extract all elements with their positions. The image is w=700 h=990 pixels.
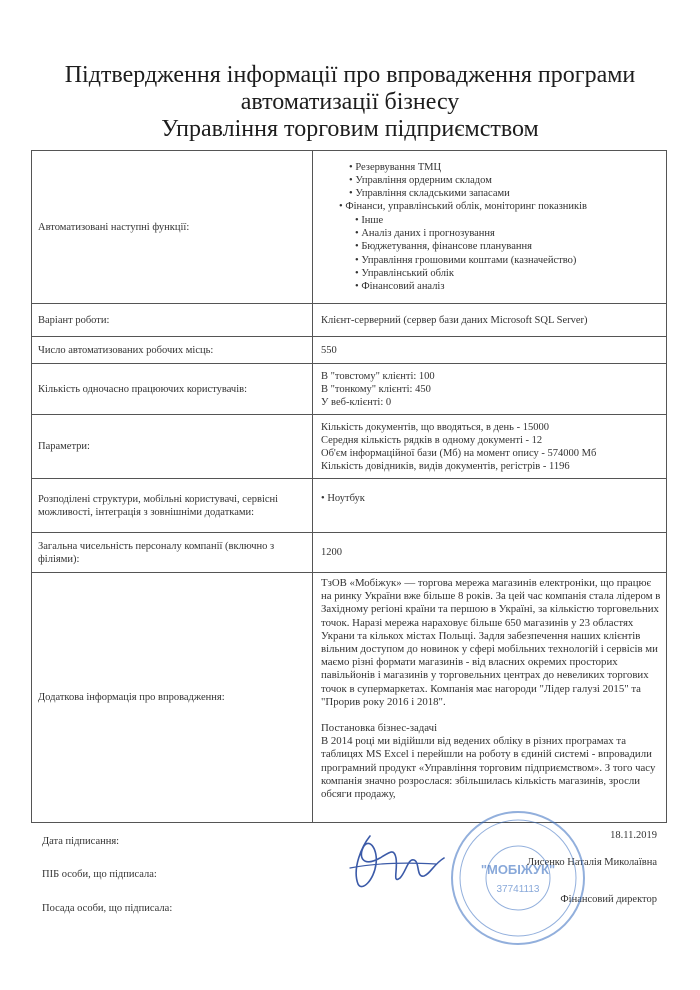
- functions-list: [321, 161, 662, 294]
- info-table: [31, 150, 667, 823]
- distributed-list: [321, 492, 662, 505]
- signer-position-value: Фінансовий директор: [560, 894, 657, 905]
- signer-name-label: ПІБ особи, що підписала:: [42, 869, 157, 880]
- distributed-value: [313, 479, 667, 533]
- parameters-label: Параметри:: [32, 415, 313, 479]
- users-web: У веб-клієнті: 0: [321, 396, 392, 408]
- row-staff: [32, 533, 667, 573]
- handwritten-signature: [340, 828, 450, 898]
- param-db-size: Об'єм інформаційної бази (Мб) на момент опису - 574000 Мб: [321, 447, 597, 459]
- function-item: • Управління грошовими коштами (казначейство): [321, 254, 662, 267]
- stamp-code: 37741113: [496, 884, 540, 895]
- signer-name-value: Лисенко Наталія Миколаївна: [527, 857, 657, 868]
- function-item: • Аналіз даних і прогнозування: [321, 227, 662, 240]
- variant-value: Клієнт-серверний (сервер бази даних Microsoft SQL Server): [313, 304, 667, 337]
- company-stamp: [448, 808, 588, 948]
- additional-value: [313, 573, 667, 823]
- function-item: • Інше: [321, 214, 662, 227]
- users-label: Кількість одночасно працюючих користувачів:: [32, 364, 313, 415]
- param-rows: Середня кількість рядків в одному документі - 12: [321, 434, 543, 446]
- function-item: • Управлінський облік: [321, 267, 662, 280]
- document-title: [0, 62, 700, 143]
- function-item: • Резервування ТМЦ: [321, 161, 662, 174]
- title-line-1: Підтвердження інформації про впровадження програми: [64, 62, 636, 88]
- additional-label: Додаткова інформація про впровадження:: [32, 573, 313, 823]
- distributed-item: • Ноутбук: [321, 492, 662, 505]
- functions-label: Автоматизовані наступні функції:: [32, 151, 313, 304]
- function-item: • Фінанси, управлінський облік, моніторинг показників: [321, 200, 662, 213]
- parameters-value: [313, 415, 667, 479]
- users-thick: В "товстому" клієнті: 100: [321, 370, 435, 382]
- variant-label: Варіант роботи:: [32, 304, 313, 337]
- row-users: [32, 364, 667, 415]
- additional-para-1: ТзОВ «Мобіжук» — торгова мережа магазинів електроніки, що працює на ринку України вже більше 8 років. За цей час компанія стала лідером в Західному регіоні країни та першою в Україні, за кількістю торговельних точок. Наразі мережа нараховує більше 650 магазинів у 23 областях Украни та кількох містах Польщі. Задля забезпечення наших клієнтів вільним доступом до новинок у сфері мобільних технологій і сервісів ми маємо різні формати магазинів - від власних окремих просторих павільйонів і магазинів у торговельних центрах до невеликих торгових точок в супермаркетах. Компанія має нагороди "Лідер галузі 2015" та "Прорив року 2016 і 2018".: [321, 577, 661, 708]
- additional-para-3: В 2014 році ми відійшли від ведених обліку в різних програмах та таблицях MS Excel і перейшли на роботу в єдиній системі - впровадили програмний продукт «Управління торговим підприємством». З того часу компанія значно розрослася: збільшилась кількість магазинів, зросли обсяги продажу,: [321, 735, 656, 801]
- function-item: • Управління складськими запасами: [321, 187, 662, 200]
- function-item: • Фінансовий аналіз: [321, 280, 662, 293]
- row-workplaces: [32, 337, 667, 364]
- function-item: • Управління ордерним складом: [321, 174, 662, 187]
- row-parameters: [32, 415, 667, 479]
- additional-para-2: Постановка бізнес-задачі: [321, 722, 438, 735]
- date-label: Дата підписання:: [42, 836, 120, 847]
- title-line-3: Управління торговим підприємством: [161, 116, 539, 142]
- distributed-label: Розподілені структури, мобільні користувачі, сервісні можливості, інтеграція з зовнішніми додатками:: [32, 479, 313, 533]
- users-value: [313, 364, 667, 415]
- workplaces-label: Число автоматизованих робочих місць:: [32, 337, 313, 364]
- functions-value: [313, 151, 667, 304]
- staff-value: 1200: [313, 533, 667, 573]
- staff-label: Загальна чисельність персоналу компанії (включно з філіями):: [32, 533, 313, 573]
- stamp-brand: "МОБІЖУК": [480, 862, 556, 877]
- date-value: 18.11.2019: [610, 830, 657, 841]
- param-objects: Кількість довідників, видів документів, регістрів - 1196: [321, 460, 570, 472]
- row-functions: [32, 151, 667, 304]
- row-additional: [32, 573, 667, 823]
- workplaces-value: 550: [313, 337, 667, 364]
- function-item: • Бюджетування, фінансове планування: [321, 240, 662, 253]
- signer-position-label: Посада особи, що підписала:: [42, 903, 173, 914]
- row-variant: [32, 304, 667, 337]
- users-thin: В "тонкому" клієнті: 450: [321, 383, 431, 395]
- row-distributed: [32, 479, 667, 533]
- title-line-2: автоматизації бізнесу: [240, 89, 460, 115]
- param-docs: Кількість документів, що вводяться, в день - 15000: [321, 421, 549, 433]
